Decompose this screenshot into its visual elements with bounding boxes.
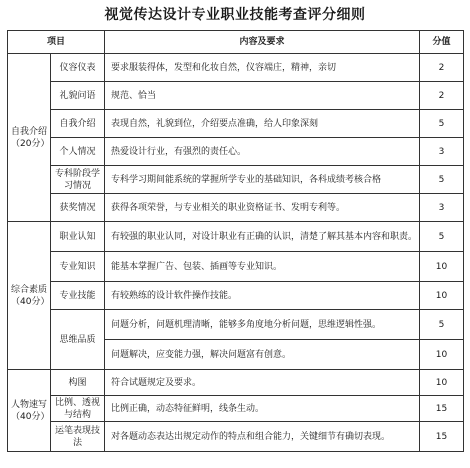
header-content: 内容及要求	[105, 31, 420, 54]
item-score: 5	[420, 222, 464, 252]
item-content: 对各题动态表达出规定动作的特点和组合能力，关键细节有确切表现。	[105, 422, 420, 452]
item-score: 10	[420, 340, 464, 370]
item-content: 问题分析，问题机理清晰，能够多角度地分析问题，思维逻辑性强。	[105, 310, 420, 340]
item-content: 热爱设计行业，有强烈的责任心。	[105, 138, 420, 166]
item-content: 获得各项荣誉，与专业相关的职业资格证书、发明专利等。	[105, 194, 420, 222]
scoring-table	[7, 30, 464, 452]
table-row	[8, 422, 464, 452]
item-label: 专业知识	[51, 252, 105, 282]
table-row	[8, 54, 464, 82]
item-content: 有较强的职业认同，对设计职业有正确的认识，清楚了解其基本内容和职责。	[105, 222, 420, 252]
header-item: 项目	[8, 31, 105, 54]
table-row	[8, 194, 464, 222]
item-label: 思维品质	[51, 310, 105, 370]
item-content: 表现自然，礼貌到位，介绍要点准确，给人印象深刻	[105, 110, 420, 138]
item-label: 运笔表现技法	[51, 422, 105, 452]
item-content: 有较熟练的设计软件操作技能。	[105, 282, 420, 310]
item-content: 符合试题规定及要求。	[105, 370, 420, 396]
item-content: 比例正确，动态特征鲜明，线条生动。	[105, 396, 420, 422]
table-row	[8, 222, 464, 252]
item-label: 礼貌问语	[51, 82, 105, 110]
item-label: 仪容仪表	[51, 54, 105, 82]
header-score: 分值	[420, 31, 464, 54]
table-header-row	[8, 31, 464, 54]
item-score: 2	[420, 54, 464, 82]
item-label: 个人情况	[51, 138, 105, 166]
item-label: 职业认知	[51, 222, 105, 252]
item-label: 专科阶段学习情况	[51, 166, 105, 194]
item-content: 问题解决，应变能力强，解决问题富有创意。	[105, 340, 420, 370]
item-score: 10	[420, 370, 464, 396]
item-content: 能基本掌握广告、包装、插画等专业知识。	[105, 252, 420, 282]
category-overall-quality: 综合素质（40分）	[8, 222, 51, 370]
item-score: 5	[420, 310, 464, 340]
item-content: 规范、恰当	[105, 82, 420, 110]
table-row	[8, 110, 464, 138]
item-score: 3	[420, 138, 464, 166]
item-label: 专业技能	[51, 282, 105, 310]
item-score: 5	[420, 110, 464, 138]
item-score: 2	[420, 82, 464, 110]
table-row	[8, 138, 464, 166]
item-score: 5	[420, 166, 464, 194]
item-content: 要求服装得体，发型和化妆自然，仪容端庄，精神，亲切	[105, 54, 420, 82]
table-row	[8, 82, 464, 110]
document-title: 视觉传达设计专业职业技能考查评分细则	[104, 7, 366, 23]
category-self-intro: 自我介绍（20分）	[8, 54, 51, 222]
item-score: 3	[420, 194, 464, 222]
category-figure-sketch: 人物速写（40分）	[8, 370, 51, 452]
table-row	[8, 310, 464, 340]
table-row	[8, 166, 464, 194]
table-row	[8, 396, 464, 422]
table-row	[8, 252, 464, 282]
item-score: 10	[420, 282, 464, 310]
item-label: 比例、透视与结构	[51, 396, 105, 422]
item-score: 10	[420, 252, 464, 282]
table-row	[8, 370, 464, 396]
item-content: 专科学习期间能系统的掌握所学专业的基础知识，各科成绩考核合格	[105, 166, 420, 194]
item-label: 获奖情况	[51, 194, 105, 222]
item-label: 自我介绍	[51, 110, 105, 138]
table-row	[8, 282, 464, 310]
item-label: 构图	[51, 370, 105, 396]
item-score: 15	[420, 396, 464, 422]
item-score: 15	[420, 422, 464, 452]
